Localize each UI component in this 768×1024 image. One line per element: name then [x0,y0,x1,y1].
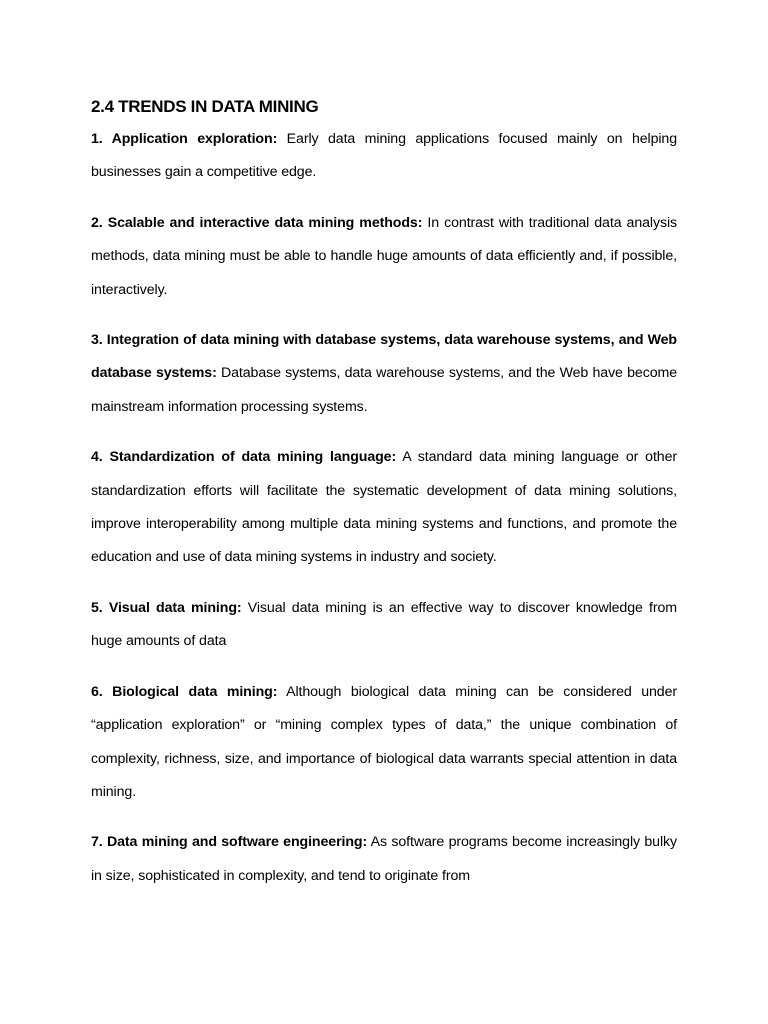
item-lead: 6. Biological data mining: [91,683,278,700]
list-item-4 [91,441,677,575]
item-text: As software programs become increasingly bulky in size, sophisticated in complexity, and tend to originate from [91,834,677,884]
item-text: Although biological data mining can be considered under “application exploration” or “mining complex types of data,” the unique combination of complexity, richness, size, and importance of biological data warrants special attention in data mining. [91,683,677,800]
list-item-6 [91,676,677,810]
item-text: In contrast with traditional data analysis methods, data mining must be able to handle huge amounts of data efficiently and, if possible, interactively. [91,214,678,298]
item-text: Visual data mining is an effective way to discover knowledge from huge amounts of data [91,599,678,650]
item-lead: 1. Application exploration: [91,131,278,147]
item-text: Early data mining applications focused mainly on helping businesses gain a competitive edge. [91,131,678,181]
list-item-5 [91,592,677,659]
item-lead: 2. Scalable and interactive data mining methods: [91,214,423,231]
item-lead: 3. Integration of data mining with database systems, data warehouse systems, and Web database systems: [91,332,677,382]
list-item-3 [91,324,677,424]
list-item-1 [91,123,677,190]
list-item-2 [91,207,677,307]
list-item-7 [91,826,677,893]
item-lead: 7. Data mining and software engineering: [91,834,368,851]
item-lead: 5. Visual data mining: [91,599,242,616]
item-lead: 4. Standardization of data mining language: [91,449,397,466]
section-title: 2.4 TRENDS IN DATA MINING [91,97,319,116]
item-text: A standard data mining language or other standardization efforts will facilitate the systematic development of data mining solutions, improve interoperability among multiple data mining systems and functions, and promote the education and use of data mining systems in industry and society. [91,449,677,566]
item-text: Database systems, data warehouse systems, and the Web have become mainstream information processing systems. [91,365,677,415]
document-page [91,90,677,893]
